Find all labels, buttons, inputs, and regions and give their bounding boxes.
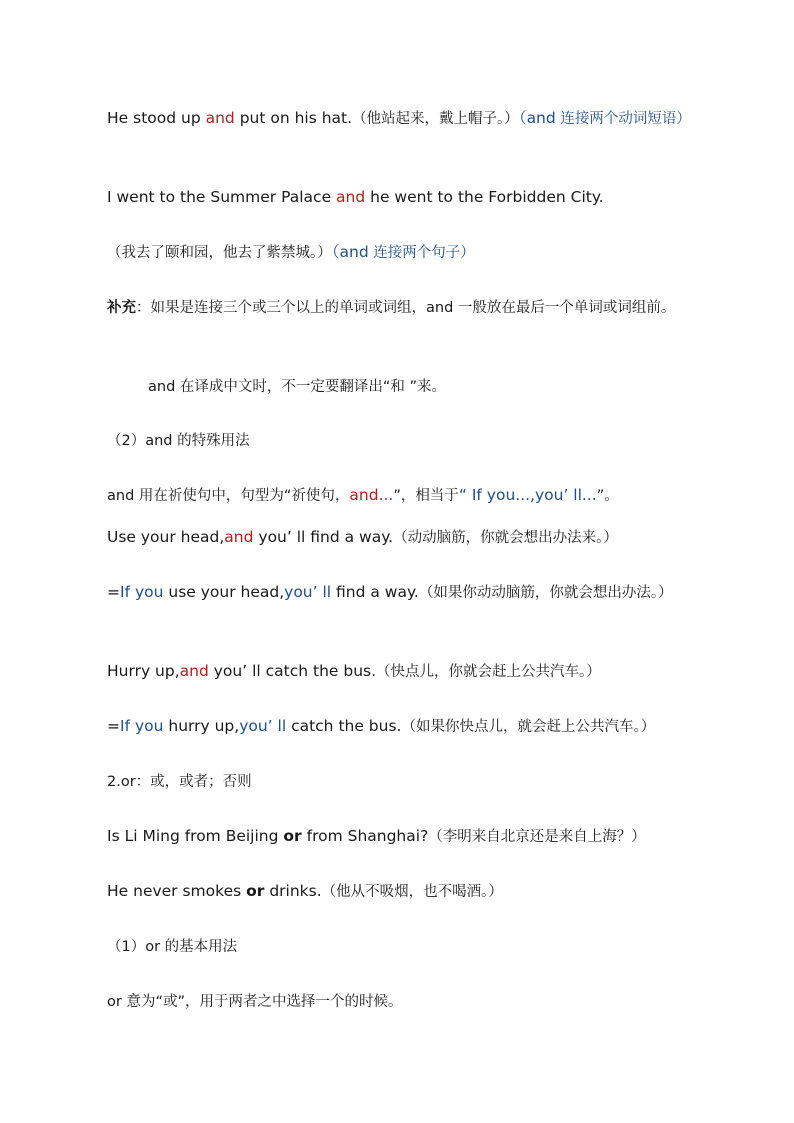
paragraph-if-you-hurry-up [107, 716, 732, 737]
text: you’ ll find a way. [253, 528, 394, 546]
translation: （如果你快点儿，就会赶上公共汽车。） [401, 719, 656, 735]
section-heading-or [107, 771, 732, 792]
text: He stood up [107, 109, 206, 127]
heading-text: 2.or：或，或者；否则 [107, 774, 252, 790]
paragraph-imperative-pattern [107, 485, 732, 506]
translation: （李明来自北京还是来自上海？） [428, 829, 646, 845]
paragraph-li-ming [107, 826, 732, 847]
paragraph-or-meaning [107, 991, 732, 1012]
text: and 在译成中文时，不一定要翻译出“和 ”来。 [148, 379, 447, 395]
text: Hurry up, [107, 662, 180, 680]
text: Is Li Ming from Beijing [107, 827, 284, 845]
text: ：如果是连接三个或三个以上的单词或词组，and 一般放在最后一个单词或词组前。 [136, 300, 676, 316]
note-text: 连接两个句子） [368, 245, 475, 261]
text: from Shanghai? [301, 827, 429, 845]
section-heading-special-usage [107, 430, 732, 451]
keyword-and: and... [349, 486, 394, 504]
translation: （动动脑筋，你就会想出办法来。） [393, 530, 618, 546]
keyword-and: and [205, 109, 235, 127]
text: ”，相当于 [393, 488, 459, 504]
text: drinks. [264, 882, 322, 900]
text: I went to the Summer Palace [107, 188, 337, 206]
paragraph-use-your-head [107, 527, 732, 548]
heading-text: （2）and 的特殊用法 [107, 433, 250, 449]
keyword-and: and [224, 528, 254, 546]
paragraph-if-you-use-your-head [107, 575, 732, 610]
translation: （他站起来，戴上帽子。） [352, 111, 519, 127]
keyword-youll: you’ ll [239, 717, 287, 735]
heading-text: （1）or 的基本用法 [107, 939, 238, 955]
keyword-if-you: If you [120, 583, 164, 601]
text: He never smokes [107, 882, 247, 900]
translation: （如果你动动脑筋，你就会想出办法。） [418, 585, 673, 601]
translation: （我去了颐和园，他去了紫禁城。） [107, 245, 332, 261]
paragraph-translation-note [148, 376, 773, 397]
text: catch the bus. [286, 717, 402, 735]
paragraph-summer-palace [107, 187, 732, 207]
text: put on his hat. [234, 109, 353, 127]
keyword-and: and [179, 662, 209, 680]
keyword-or: or [283, 827, 302, 845]
text: hurry up, [163, 717, 240, 735]
paragraph-supplement [107, 290, 732, 325]
paragraph-hurry-up [107, 661, 732, 682]
note-keyword: （and [331, 243, 369, 261]
note-keyword: （and [518, 109, 556, 127]
text: = [107, 583, 120, 601]
text: use your head, [163, 583, 285, 601]
keyword-if-you: “ If you...,you’ ll... [458, 486, 597, 504]
text: or 意为“或”，用于两者之中选择一个的时候。 [107, 994, 403, 1010]
translation: （快点儿，你就会赶上公共汽车。） [376, 664, 601, 680]
keyword-if-you: If you [120, 717, 164, 735]
paragraph-translation-sentences [107, 242, 732, 263]
paragraph-never-smokes [107, 881, 732, 902]
text: he went to the Forbidden City. [365, 188, 604, 206]
paragraph-and-verb-phrases [107, 101, 732, 136]
note-text: 连接两个动词短语） [555, 111, 691, 127]
keyword-youll: you’ ll [284, 583, 332, 601]
keyword-or: or [246, 882, 265, 900]
translation: （他从不吸烟，也不喝酒。） [321, 884, 503, 900]
text: you’ ll catch the bus. [208, 662, 377, 680]
text: = [107, 717, 120, 735]
text: find a way. [331, 583, 419, 601]
supplement-label: 补充 [107, 300, 136, 316]
text: and 用在祈使句中，句型为“祈使句， [107, 488, 350, 504]
text: Use your head, [107, 528, 225, 546]
keyword-and: and [336, 188, 366, 206]
section-heading-or-basic [107, 936, 732, 957]
text: ”。 [596, 488, 619, 504]
